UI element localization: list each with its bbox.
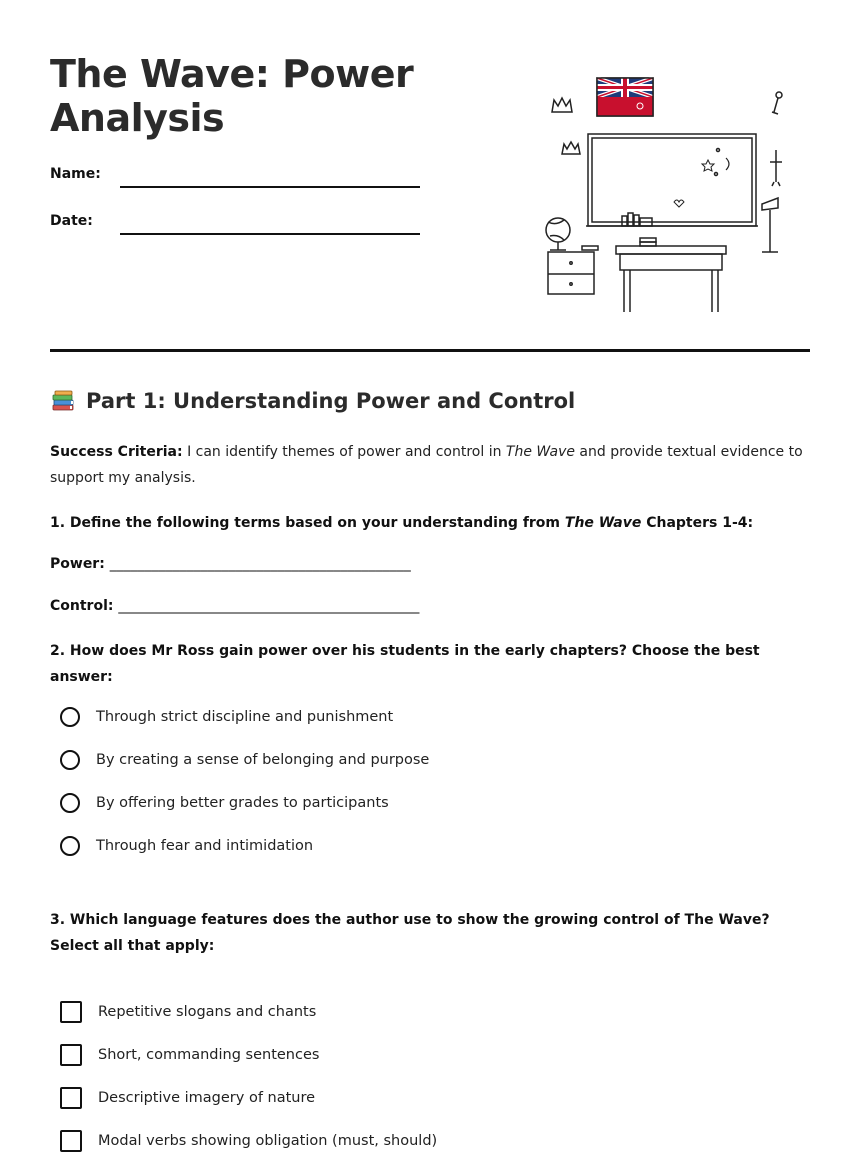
option-label: By creating a sense of belonging and purpose [96, 752, 430, 768]
question-1-book-title: The Wave [564, 515, 642, 531]
radio-button[interactable] [60, 793, 80, 813]
radio-option[interactable] [60, 793, 389, 813]
checkbox[interactable] [60, 1087, 82, 1109]
name-label: Name: [50, 166, 101, 182]
books-emoji-icon [50, 388, 76, 414]
term-label: Control: [50, 598, 114, 614]
crown-icon [562, 142, 580, 154]
option-label: Modal verbs showing obligation (must, should) [98, 1133, 438, 1149]
radio-button[interactable] [60, 707, 80, 727]
key-icon [772, 98, 778, 114]
option-label: Repetitive slogans and chants [98, 1004, 317, 1020]
checkbox-option[interactable] [60, 1087, 315, 1109]
answer-blank[interactable]: ___________________________________________ [109, 556, 411, 572]
checkbox-option[interactable] [60, 1044, 319, 1066]
question-3: 3. Which language features does the author use to show the growing control of The Wave? Select all that apply: [50, 912, 770, 954]
classroom-illustration [540, 70, 800, 320]
section-title-part-1 [50, 388, 575, 414]
section-title-text: Part 1: Understanding Power and Control [86, 389, 576, 413]
radio-option[interactable] [60, 707, 393, 727]
radio-button[interactable] [60, 750, 80, 770]
option-label: By offering better grades to participants [96, 795, 389, 811]
checkbox-option[interactable] [60, 1001, 316, 1023]
radio-option[interactable] [60, 836, 313, 856]
option-label: Short, commanding sentences [98, 1047, 320, 1063]
flag-icon [597, 78, 653, 116]
question-1-post: Chapters 1-4: [646, 515, 754, 531]
term-control [50, 598, 419, 614]
term-label: Power: [50, 556, 105, 572]
chalkboard [588, 134, 756, 226]
criteria-label: Success Criteria: [50, 444, 183, 460]
question-1-pre: 1. Define the following terms based on your understanding from [50, 515, 561, 531]
crown-icon [552, 98, 572, 112]
page-title: The Wave: Power Analysis [50, 52, 414, 140]
cabinet [548, 252, 594, 294]
globe-icon [546, 218, 570, 250]
name-field[interactable] [120, 186, 420, 188]
question-1 [50, 510, 810, 536]
section-divider [50, 349, 810, 352]
option-label: Through strict discipline and punishment [96, 709, 394, 725]
question-2: 2. How does Mr Ross gain power over his students in the early chapters? Choose the best answer: [50, 643, 760, 685]
criteria-book-title: The Wave [505, 444, 575, 460]
success-criteria [50, 439, 810, 491]
criteria-text-pre: I can identify themes of power and control in [187, 444, 502, 460]
radio-option[interactable] [60, 750, 429, 770]
telescope-icon [762, 198, 778, 252]
checkbox[interactable] [60, 1001, 82, 1023]
criteria-text-post: and provide textual evidence to support my analysis. [50, 444, 803, 486]
checkbox[interactable] [60, 1044, 82, 1066]
option-label: Through fear and intimidation [96, 838, 314, 854]
teacher-desk [616, 238, 726, 312]
term-power [50, 556, 411, 572]
radio-button[interactable] [60, 836, 80, 856]
checkbox-option[interactable] [60, 1130, 437, 1152]
checkbox[interactable] [60, 1130, 82, 1152]
sword-icon [770, 150, 782, 186]
option-label: Descriptive imagery of nature [98, 1090, 316, 1106]
date-label: Date: [50, 213, 93, 229]
date-field[interactable] [120, 233, 420, 235]
answer-blank[interactable]: ___________________________________________ [118, 598, 420, 614]
